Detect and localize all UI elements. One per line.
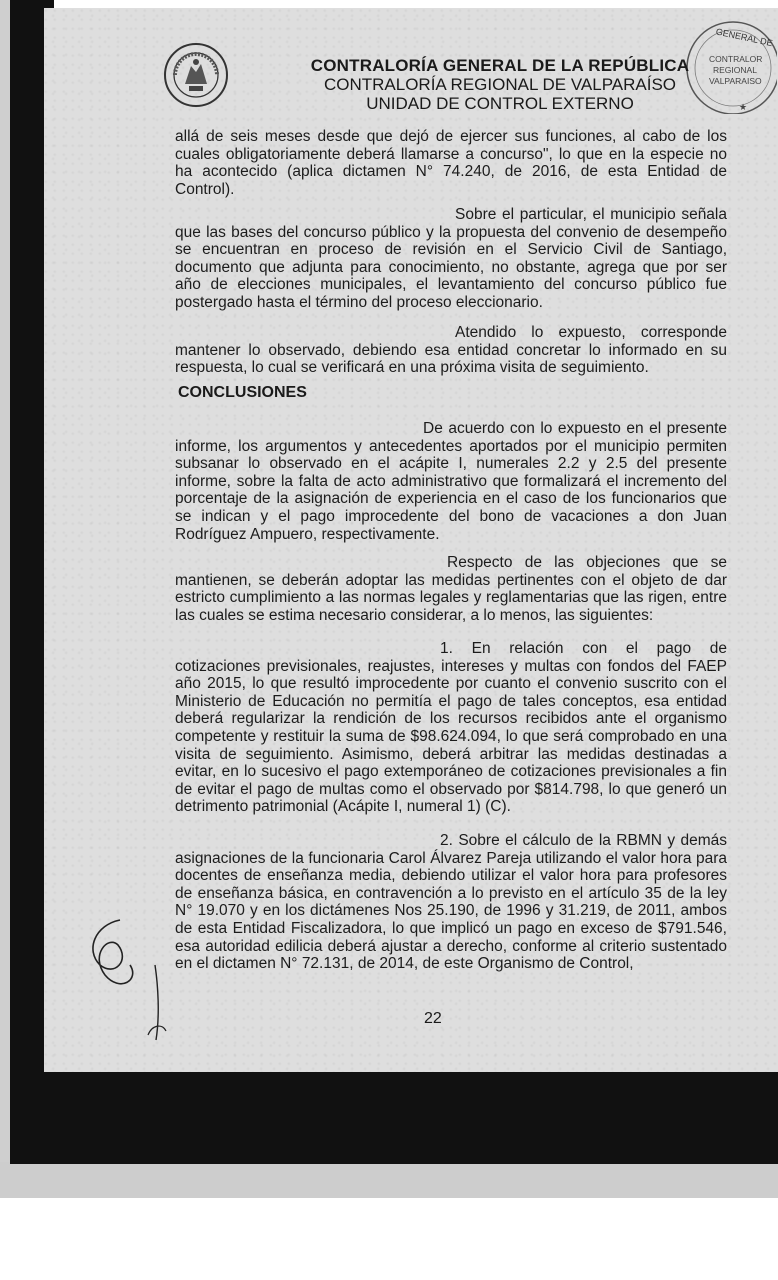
header-line-2: CONTRALORÍA REGIONAL DE VALPARAÍSO [323,75,677,94]
document-header [290,56,710,113]
stamp-inner-line2: REGIONAL [713,65,757,75]
section-heading-conclusiones: CONCLUSIONES [178,384,307,401]
header-line-1: CONTRALORÍA GENERAL DE LA REPÚBLICA [310,56,690,75]
handwritten-signature-icon [70,905,180,1045]
paragraph-4: De acuerdo con lo expuesto en el presente informe, los argumentos y antecedentes aportados por el municipio permiten subsanar lo observado en el acápite I, numerales 2.2 y 2.5 del presente informe, sobre la falta de acto administrativo que formalizará el incremento del porcentaje de la asignación de experiencia en el caso de los funcionarios que se indican y el pago improcedente del bono de vacaciones a don Juan Rodríguez Ampuero, respectivamente. [175,420,727,543]
paragraph-1: allá de seis meses desde que dejó de ejercer sus funciones, al cabo de los cuales obligatoriamente deberá llamarse a concurso", lo que en la especie no ha acontecido (aplica dictamen N° 74.240, de 2016, de esta Entidad de Control). [175,128,727,198]
header-line-3: UNIDAD DE CONTROL EXTERNO [366,94,634,113]
stamp-inner-line1: CONTRALOR [709,54,763,64]
paragraph-5: Respecto de las objeciones que se mantienen, se deberán adoptar las medidas pertinentes con el objeto de dar estricto cumplimiento a las normas legales y reglamentarias que las rigen, entre las cuales se estima necesario considerar, a lo menos, las siguientes: [175,554,727,624]
paragraph-3: Atendido lo expuesto, corresponde mantener lo observado, debiendo esa entidad concretar lo informado en su respuesta, lo cual se verificará en una próxima visita de seguimiento. [175,324,727,377]
stamp-star-icon: ★ [739,103,748,113]
stamp-ring-text: GENERAL DE [714,26,774,49]
scan-shadow-bottom [0,1162,778,1198]
scan-dark-band-bottom [10,1072,778,1164]
stamp-inner-line3: VALPARAISO [709,76,762,86]
paragraph-6-item-1: 1. En relación con el pago de cotizaciones previsionales, reajustes, intereses y multas con fondos del FAEP año 2015, lo que resultó improcedente por cuanto el convenio suscrito con el Ministerio de Educación no permitía el pago de tales conceptos, esa entidad deberá regularizar la rendición de los recursos recibidos ante el organismo competente y restituir la suma de $98.624.094, lo que será comprobado en una visita de seguimiento. Asimismo, deberá arbitrar las medidas destinadas a evitar, en lo sucesivo el pago extemporáneo de cotizaciones previsionales a fin de evitar el pago de multas como el observado por $814.798, lo que generó un detrimento patrimonial (Acápite I, numeral 1) (C). [175,640,727,816]
paragraph-2: Sobre el particular, el municipio señala que las bases del concurso público y la propuesta del convenio de desempeño se encuentran en proceso de revisión en el Servicio Civil de Santiago, documento que adjunta para conocimiento, no obstante, agrega que por ser año de elecciones municipales, el levantamiento del concurso público fue postergado hasta el término del proceso eleccionario. [175,206,727,311]
page-number: 22 [424,1010,442,1027]
paragraph-7-item-2: 2. Sobre el cálculo de la RBMN y demás asignaciones de la funcionaria Carol Álvarez Pareja utilizando el valor hora para docentes de enseñanza media, debiendo utilizar el valor hora para profesores de enseñanza básica, en contravención a lo previsto en el artículo 35 de la ley N° 19.070 y en los dictámenes Nos 25.190, de 1996 y 31.219, de 2011, ambos de esta Entidad Fiscalizadora, lo que implicó un pago en exceso de $791.546, esa autoridad edilicia deberá ajustar a derecho, conforme al criterio sustentado en el dictamen N° 72.131, de 2014, de este Organismo de Control, [175,832,727,973]
contraloria-seal-icon [163,42,229,108]
